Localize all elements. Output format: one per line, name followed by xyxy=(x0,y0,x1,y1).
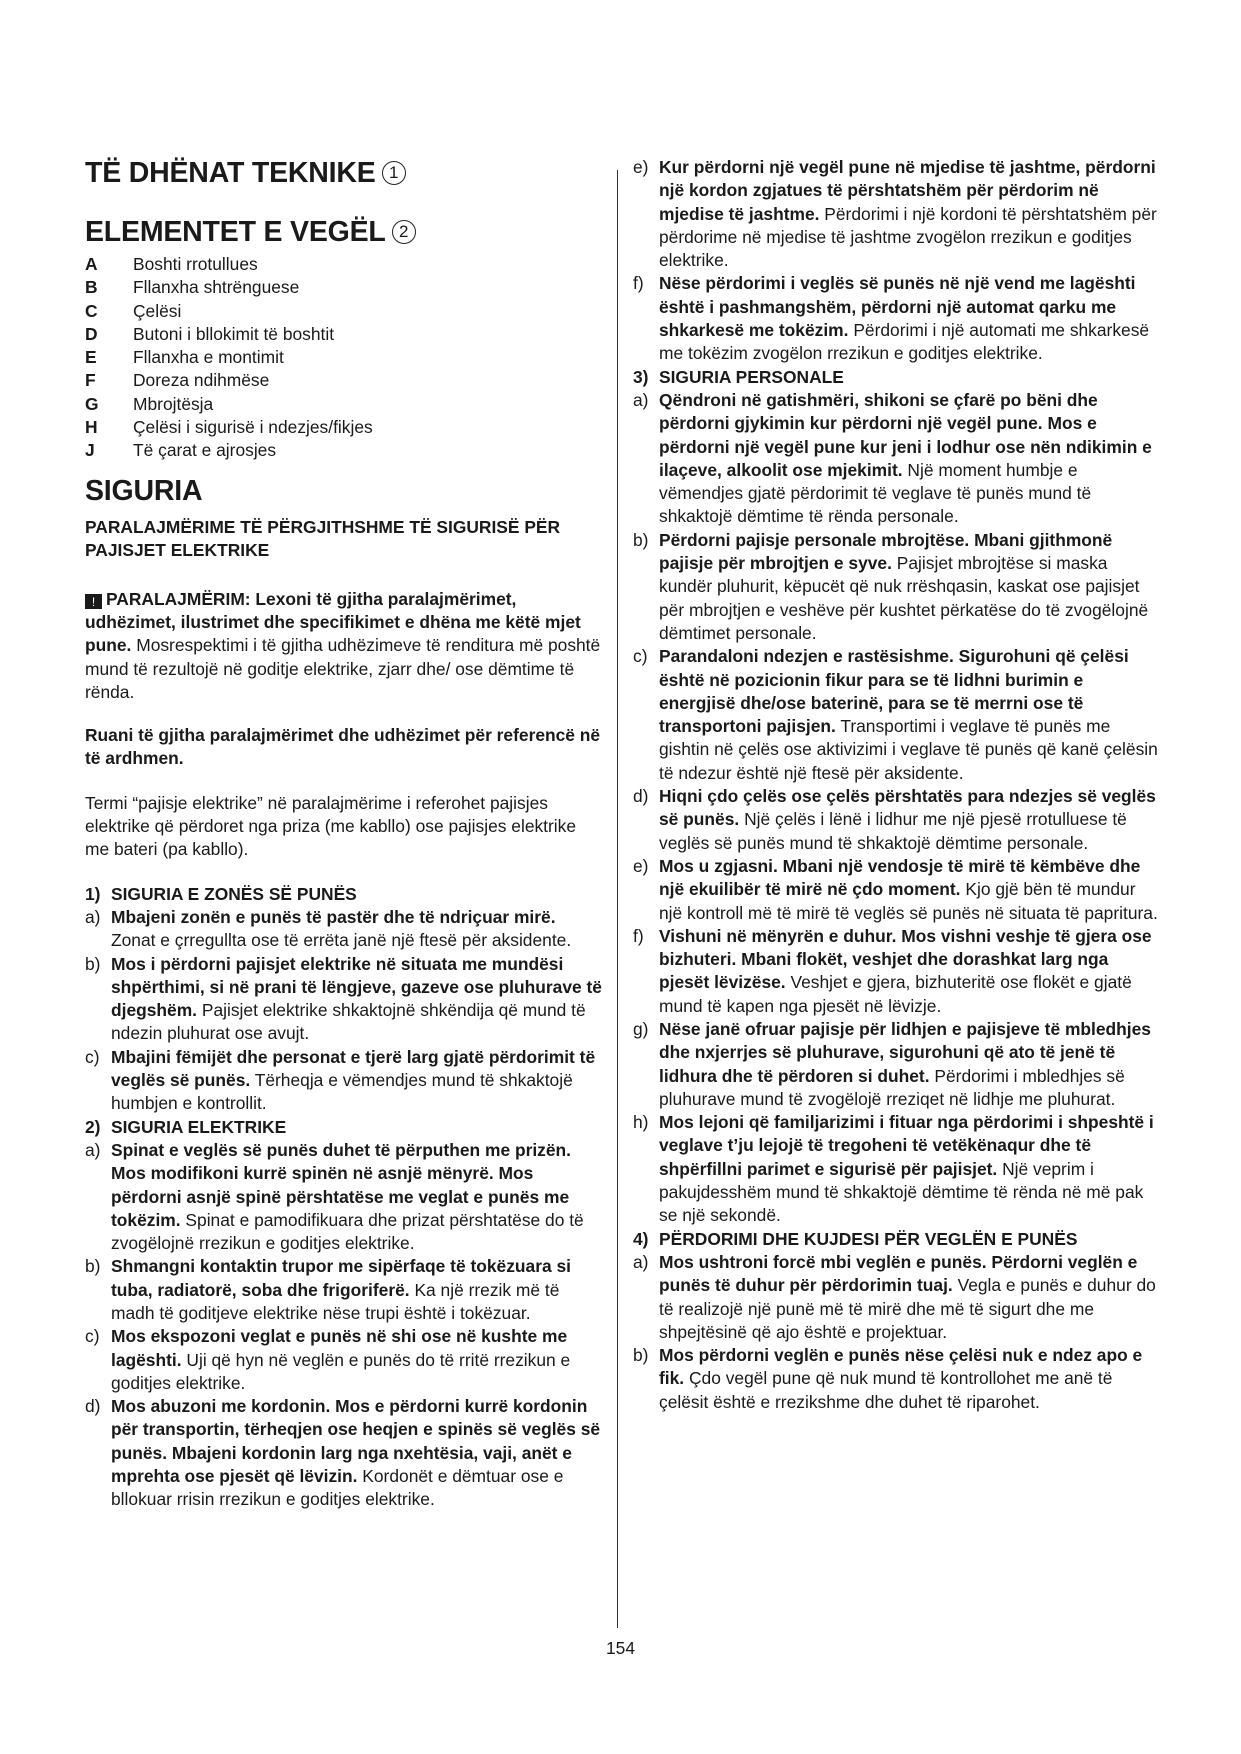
item-bold-text: Qëndroni në gatishmëri, shikoni se çfarë po bëni dhe përdorni gjykimin kur përdorni një vegël pune. Mos e përdorni një vegël pune kur jeni i lodhur ose nën ndikimin e ilaçeve, alkoolit ose mjekimit. xyxy=(659,389,1152,480)
item-bold-text: Mbajini fëmijët dhe personat e tjerë larg gjatë përdorimit të veglës së punës. xyxy=(111,1046,596,1091)
work-area-safety-list xyxy=(85,906,603,1116)
item-text xyxy=(111,1325,603,1395)
part-code: H xyxy=(85,417,98,438)
item-text xyxy=(659,529,1161,645)
safety-item xyxy=(633,855,1161,925)
item-text xyxy=(659,645,1161,785)
section-3-title xyxy=(633,366,1161,389)
keep-instructions-text: Ruani të gjitha paralajmërimet dhe udhëzimet për referencë në të ardhmen. xyxy=(85,725,601,769)
term-definition-text: Termi “pajisje elektrike” në paralajmërime i referohet pajisjes elektrike që përdoret nga priza (me kabllo) ose pajisjes elektrike me bateri (pa kabllo). xyxy=(85,792,577,860)
item-plain-text: Zonat e çrregullta ose të errëta janë një ftesë për aksidente. xyxy=(111,930,572,951)
item-plain-text: Çdo vegël pune që nuk mund të kontrollohet me anë të çelësit është e rrezikshme dhe duhet të riparohet. xyxy=(659,1368,1113,1412)
safety-item xyxy=(633,925,1161,1018)
part-label: Mbrojtësja xyxy=(133,393,214,414)
part-code: G xyxy=(85,393,99,414)
item-label: e) xyxy=(633,855,649,876)
part-label: Fllanxha e montimit xyxy=(133,347,284,368)
part-label: Çelësi i sigurisë i ndezjes/fikjes xyxy=(133,417,373,438)
item-text xyxy=(659,389,1161,529)
technical-data-heading xyxy=(85,156,603,190)
elements-title: ELEMENTET E VEGËL xyxy=(85,216,386,248)
safety-item xyxy=(633,645,1161,785)
item-bold-text: Parandaloni ndezjen e rastësishme. Sigurohuni që çelësi është në pozicionin fikur para se të lidhni burimin e energjisë dhe/ose baterinë, para se të merrni ose të transportoni pajisjen. xyxy=(659,646,1129,737)
parts-list xyxy=(85,253,603,463)
warning-text: Mosrespektimi i të gjitha udhëzimeve të renditura më poshtë mund të rezultojë në goditje elektrike, zjarr dhe/ ose dëmtime të rënda. xyxy=(85,635,601,702)
safety-item xyxy=(85,1139,603,1255)
part-item xyxy=(85,346,603,369)
item-text xyxy=(111,953,603,1046)
item-bold-text: Mos abuzoni me kordonin. Mos e përdorni kurrë kordonin për transportin, tërheqjen ose heqjen e spinës së veglës së punës. Mbajeni kordonin larg nga nxehtësia, vaji, anët e mprehta ose pjesët që lëvizin. xyxy=(111,1396,601,1487)
item-text xyxy=(659,1344,1161,1414)
part-code: E xyxy=(85,347,97,368)
safety-item xyxy=(633,156,1161,272)
safety-item xyxy=(85,1325,603,1395)
safety-item xyxy=(633,1344,1161,1414)
item-label: f) xyxy=(633,273,644,294)
technical-data-title: TË DHËNAT TEKNIKE xyxy=(85,157,376,189)
item-label: b) xyxy=(85,1256,101,1277)
item-bold-text: Mos ekspozoni veglat e punës në shi ose në kushte me lagështi. xyxy=(111,1326,568,1370)
item-label: a) xyxy=(85,906,101,927)
item-label: b) xyxy=(633,529,649,550)
part-code: J xyxy=(85,440,95,461)
item-plain-text: Uji që hyn në veglën e punës do të rritë rrezikun e goditjes elektrike. xyxy=(111,1349,571,1393)
section-1-title xyxy=(85,883,603,906)
item-plain-text: Një çelës i lënë i lidhur me një pjesë rrotulluese të veglës së punës mund të shkaktojë dëmtime personale. xyxy=(659,809,1127,853)
safety-item xyxy=(633,1251,1161,1344)
safety-item xyxy=(633,1111,1161,1227)
section-title-text: PËRDORIMI DHE KUJDESI PËR VEGLËN E PUNËS xyxy=(659,1228,1078,1249)
item-plain-text: Pajisjet mbrojtëse si maska kundër pluhurit, këpucët që nuk rrëshqasin, kaskat ose pajisjet për mbrojtjen e veshëve për kushtet përkatëse do të zvogëlojnë dëmtimet personale. xyxy=(659,553,1149,643)
part-item xyxy=(85,323,603,346)
item-text xyxy=(659,1018,1161,1111)
electrical-safety-list-continued xyxy=(633,156,1161,366)
item-bold-text: Nëse përdorimi i veglës së punës në një vend me lagështi është i pashmangshëm, përdorni një automat qarku me shkarkesë me tokëzim. xyxy=(659,273,1136,341)
item-plain-text: Përdorimi i një kordoni të përshtatshëm për përdorime në mjedise të jashtme zvogëlon rrezikun e goditjes elektrike. xyxy=(659,203,1157,271)
item-label: e) xyxy=(633,157,649,177)
item-plain-text: Ka një rrezik më të madh të goditjeve elektrike nëse trupi është i tokëzuar. xyxy=(111,1279,560,1323)
item-bold-text: Hiqni çdo çelës ose çelës përshtatës para ndezjes së veglës së punës. xyxy=(659,786,1156,830)
electrical-safety-list xyxy=(85,1139,603,1512)
section-title-text: SIGURIA PERSONALE xyxy=(659,366,844,387)
safety-item xyxy=(85,953,603,1046)
part-item xyxy=(85,393,603,416)
figure-ref-badge: 1 xyxy=(382,161,406,185)
section-number: 4) xyxy=(633,1228,649,1249)
part-code: C xyxy=(85,300,98,321)
general-safety-subheading: PARALAJMËRIME TË PËRGJITHSHME TË SIGURISË PËR PAJISJET ELEKTRIKE xyxy=(85,516,561,560)
safety-item xyxy=(633,272,1161,365)
item-bold-text: Mos ushtroni forcë mbi veglën e punës. Përdorni veglën e punës të duhur për përdorimin tuaj. xyxy=(659,1251,1138,1296)
section-title-text: SIGURIA E ZONËS SË PUNËS xyxy=(111,883,357,904)
item-label: b) xyxy=(85,953,101,974)
item-bold-text: Mos i përdorni pajisjet elektrike në situata me mundësi shpërthimi, si në prani të lëngjeve, gazeve ose pluhurave të djegshëm. xyxy=(111,953,602,1021)
item-label: c) xyxy=(85,1046,100,1067)
item-label: c) xyxy=(85,1326,100,1347)
item-bold-text: Nëse janë ofruar pajisje për lidhjen e pajisjeve të mbledhjes dhe nxjerrjes së pluhurave, sigurohuni që ato të jenë të lidhura dhe të përdoren si duhet. xyxy=(659,1018,1151,1086)
safety-item xyxy=(633,529,1161,645)
part-code: D xyxy=(85,323,98,344)
safety-item xyxy=(85,1046,603,1116)
item-text xyxy=(111,1046,603,1116)
safety-item xyxy=(85,1255,603,1325)
part-item xyxy=(85,439,603,462)
item-text xyxy=(659,925,1161,1018)
item-label: b) xyxy=(633,1345,649,1366)
part-label: Të çarat e ajrosjes xyxy=(133,440,277,461)
item-text xyxy=(659,156,1161,272)
part-label: Doreza ndihmëse xyxy=(133,370,270,391)
item-plain-text: Një moment humbje e vëmendjes gjatë përdorimit të veglave të punës mund të shkaktojë dëmtime të rënda personale. xyxy=(659,459,1092,527)
elements-heading xyxy=(85,215,603,249)
item-plain-text: Spinat e pamodifikuara dhe prizat përshtatëse do të zvogëlojnë rrezikun e goditjes elektrike. xyxy=(111,1209,584,1254)
safety-heading: SIGURIA xyxy=(85,474,203,507)
item-plain-text: Tërheqja e vëmendjes mund të shkaktojë humbjen e kontrollit. xyxy=(111,1070,573,1114)
item-bold-text: Mos u zgjasni. Mbani një vendosje të mirë të këmbëve dhe një ekuilibër të mirë në çdo moment. xyxy=(659,855,1141,900)
left-column xyxy=(85,156,603,1512)
item-plain-text: Kjo gjë bën të mundur një kontroll më të mirë të veglës së punës në situata të papritura. xyxy=(659,879,1158,923)
item-label: g) xyxy=(633,1018,649,1039)
item-plain-text: Pajisjet elektrike shkaktojnë shkëndija që mund të ndezin pluhurat ose avujt. xyxy=(111,1000,586,1044)
general-warning-paragraph xyxy=(85,588,603,704)
part-label: Butoni i bllokimit të boshtit xyxy=(133,323,335,344)
item-plain-text: Vegla e punës e duhur do të realizojë një punë më të mirë dhe më të sigurt dhe me shpejtësinë që ajo është e projektuar. xyxy=(659,1275,1156,1342)
part-item xyxy=(85,369,603,392)
item-bold-text: Mos lejoni që familjarizimi i fituar nga përdorimi i shpeshtë i veglave t’ju lejojë të tregoheni të vetëkënaqur dhe të shpërfillni parimet e sigurisë për pajisjet. xyxy=(659,1112,1154,1179)
part-label: Çelësi xyxy=(133,300,182,321)
item-label: a) xyxy=(633,389,649,410)
item-text xyxy=(659,1111,1161,1227)
item-plain-text: Veshjet e gjera, bizhuteritë ose flokët e gjatë mund të kapen nga pjesët në lëvizje. xyxy=(659,972,1132,1016)
item-bold-text: Kur përdorni një vegël pune në mjedise të jashtme, përdorni një kordon zgjatues të përshtatshëm për përdorim në mjedise të jashtme. xyxy=(659,157,1156,224)
part-item xyxy=(85,416,603,439)
item-label: c) xyxy=(633,646,648,667)
item-text xyxy=(659,272,1161,365)
section-number: 1) xyxy=(85,883,101,904)
safety-item xyxy=(633,1018,1161,1111)
item-plain-text: Një veprim i pakujdesshëm mund të shkaktojë dëmtime të rënda në më pak se një sekondë. xyxy=(659,1158,1144,1226)
item-text xyxy=(659,855,1161,925)
column-divider xyxy=(617,170,618,1628)
part-code: B xyxy=(85,277,98,298)
warning-icon: ! xyxy=(85,594,102,609)
section-title-text: SIGURIA ELEKTRIKE xyxy=(111,1116,287,1137)
warning-bold-text: PARALAJMËRIM: Lexoni të gjitha paralajmërimet, udhëzimet, ilustrimet dhe specifikimet e dhëna me këtë mjet pune. xyxy=(85,588,581,656)
item-label: a) xyxy=(85,1139,101,1160)
safety-item xyxy=(85,1395,603,1511)
item-label: d) xyxy=(85,1396,101,1417)
safety-item xyxy=(633,389,1161,529)
item-text xyxy=(111,1139,603,1255)
section-2-title xyxy=(85,1116,603,1139)
item-plain-text: Përdorimi i mbledhjes së pluhurave mund të zvogëlojë rreziqet në lidhje me pluhurat. xyxy=(659,1065,1125,1109)
part-label: Boshti rrotullues xyxy=(133,254,258,274)
item-plain-text: Kordonët e dëmtuar ose e bllokuar rrisin rrezikun e goditjes elektrike. xyxy=(111,1466,564,1510)
part-item xyxy=(85,300,603,323)
part-code: F xyxy=(85,370,96,391)
section-4-title xyxy=(633,1228,1161,1251)
item-plain-text: Transportimi i veglave të punës me gishtin në çelës ose aktivizimi i veglave të punës që kanë çelësin të ndezur është një ftesë për aksidente. xyxy=(659,716,1158,783)
part-item xyxy=(85,253,603,276)
item-text xyxy=(111,1255,603,1325)
tool-use-care-list xyxy=(633,1251,1161,1414)
item-label: f) xyxy=(633,925,644,946)
item-bold-text: Vishuni në mënyrën e duhur. Mos vishni veshje të gjera ose bizhuteri. Mbani flokët, veshjet dhe dorashkat larg nga pjesët lëvizëse. xyxy=(659,925,1152,993)
safety-item xyxy=(633,785,1161,855)
item-text xyxy=(659,1251,1161,1344)
page-number: 154 xyxy=(605,1638,635,1658)
item-bold-text: Mos përdorni veglën e punës nëse çelësi nuk e ndez apo e fik. xyxy=(659,1345,1143,1389)
right-column xyxy=(633,156,1161,1414)
item-bold-text: Mbajeni zonën e punës të pastër dhe të ndriçuar mirë. xyxy=(111,906,556,927)
item-plain-text: Përdorimi i një automati me shkarkesë me tokëzim zvogëlon rrezikun e goditjes elektrike. xyxy=(659,320,1150,364)
item-bold-text: Shmangni kontaktin trupor me sipërfaqe të tokëzuara si tuba, radiatorë, soba dhe frigoriferë. xyxy=(111,1256,571,1300)
section-number: 2) xyxy=(85,1116,101,1137)
section-number: 3) xyxy=(633,366,649,387)
part-label: Fllanxha shtrënguese xyxy=(133,277,300,298)
safety-item xyxy=(85,906,603,953)
item-text xyxy=(111,906,603,953)
item-bold-text: Përdorni pajisje personale mbrojtëse. Mbani gjithmonë pajisje për mbrojtjen e syve. xyxy=(659,529,1113,574)
item-text xyxy=(111,1395,603,1511)
item-label: a) xyxy=(633,1251,649,1272)
personal-safety-list xyxy=(633,389,1161,1228)
part-code: A xyxy=(85,254,98,274)
figure-ref-badge: 2 xyxy=(392,220,416,244)
item-label: h) xyxy=(633,1112,649,1133)
item-label: d) xyxy=(633,786,649,807)
part-item xyxy=(85,276,603,299)
item-text xyxy=(659,785,1161,855)
item-bold-text: Spinat e veglës së punës duhet të përputhen me prizën. Mos modifikoni kurrë spinën në asnjë mënyrë. Mos përdorni asnjë spinë përshtatëse me veglat e punës me tokëzim. xyxy=(111,1139,571,1230)
